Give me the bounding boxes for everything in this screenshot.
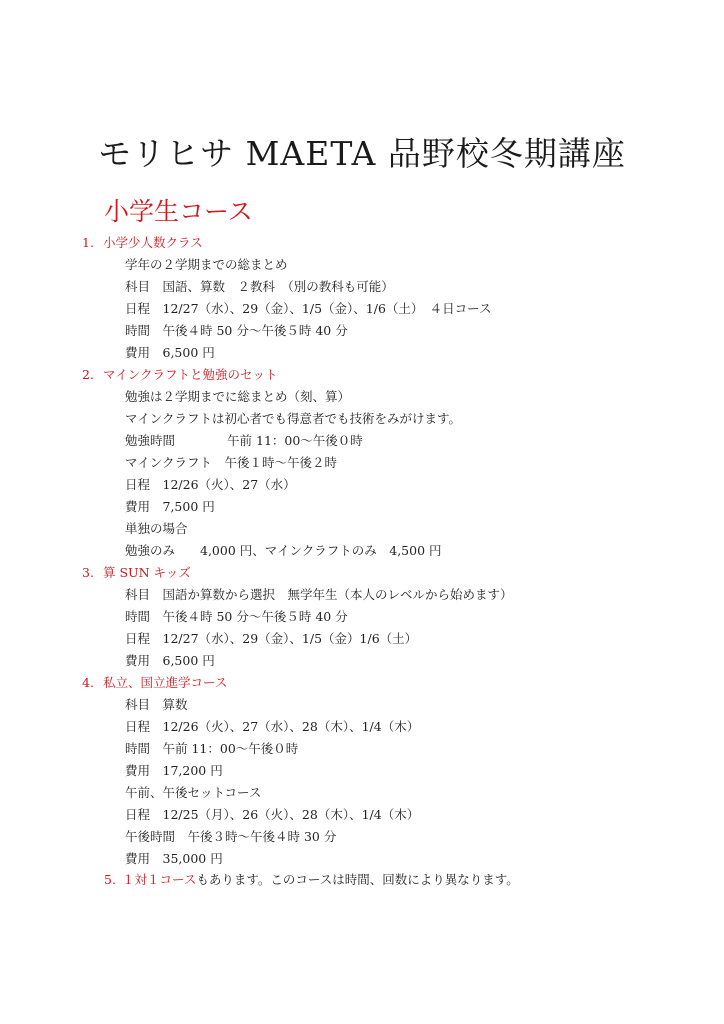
section-number: 4. — [82, 675, 94, 690]
section-2-line: 費用 7,500 円 — [125, 499, 215, 514]
section-number: 2. — [82, 367, 94, 382]
section-4-line: 科目 算数 — [125, 697, 188, 712]
section-3-line: 時間 午後４時 50 分～午後５時 40 分 — [125, 609, 348, 624]
section-1-line: 日程 12/27（水）、29（金）、1/5（金）、1/6（土） ４日コース — [125, 301, 492, 316]
section-4-line: 午前、午後セットコース — [125, 785, 262, 800]
section-1-line: 学年の２学期までの総まとめ — [125, 257, 288, 272]
section-2-line: マインクラフトは初心者でも得意者でも技術をみがけます。 — [125, 411, 462, 426]
line-value: 午前 11：00～午後０時 — [227, 433, 363, 448]
footnote-text: もあります。このコースは時間、回数により異なります。 — [196, 872, 519, 887]
section-number: 1. — [82, 235, 94, 250]
section-1-line: 時間 午後４時 50 分～午後５時 40 分 — [125, 323, 348, 338]
footnote — [104, 870, 519, 888]
section-3-line: 科目 国語か算数から選択 無学年生（本人のレベルから始めます） — [125, 587, 513, 602]
section-title: 小学少人数クラス — [103, 235, 203, 250]
section-title: 私立、国立進学コース — [103, 675, 228, 690]
section-1-heading — [82, 233, 203, 251]
section-4-heading — [82, 673, 227, 691]
page-title: モリヒサ MAETA 品野校冬期講座 — [98, 134, 626, 173]
section-2-heading — [82, 365, 278, 383]
section-title: マインクラフトと勉強のセット — [103, 367, 278, 382]
section-3-heading — [82, 563, 191, 581]
course-heading: 小学生コース — [104, 197, 253, 226]
section-2-line: 勉強のみ 4,000 円、マインクラフトのみ 4,500 円 — [125, 543, 442, 558]
section-2-line: 日程 12/26（火）、27（水） — [125, 477, 296, 492]
section-4-line: 日程 12/25（月）、26（火）、28（木）、1/4（木） — [125, 807, 420, 822]
line-label: 勉強時間 — [125, 433, 176, 448]
section-3-line: 日程 12/27（水）、29（金）、1/5（金）1/6（土） — [125, 631, 418, 646]
section-2-line: 勉強は２学期までに総まとめ（刻、算） — [125, 389, 351, 404]
section-4-line: 日程 12/26（火）、27（水）、28（木）、1/4（木） — [125, 719, 420, 734]
section-number: 3. — [82, 565, 94, 580]
section-2-line: マインクラフト 午後１時～午後２時 — [125, 455, 338, 470]
section-2-line — [125, 431, 363, 449]
section-4-line: 午後時間 午後３時～午後４時 30 分 — [125, 829, 337, 844]
footnote-highlight: １対１コース — [121, 872, 197, 887]
section-1-line: 費用 6,500 円 — [125, 345, 215, 360]
section-4-line: 時間 午前 11：00～午後０時 — [125, 741, 299, 756]
section-4-line: 費用 17,200 円 — [125, 763, 223, 778]
section-3-line: 費用 6,500 円 — [125, 653, 215, 668]
section-1-line: 科目 国語、算数 ２教科 （別の教科も可能） — [125, 279, 394, 294]
section-4-line: 費用 35,000 円 — [125, 851, 223, 866]
footnote-number: 5. — [104, 872, 116, 887]
section-title: 算 SUN キッズ — [103, 565, 191, 580]
section-2-line: 単独の場合 — [125, 521, 188, 536]
